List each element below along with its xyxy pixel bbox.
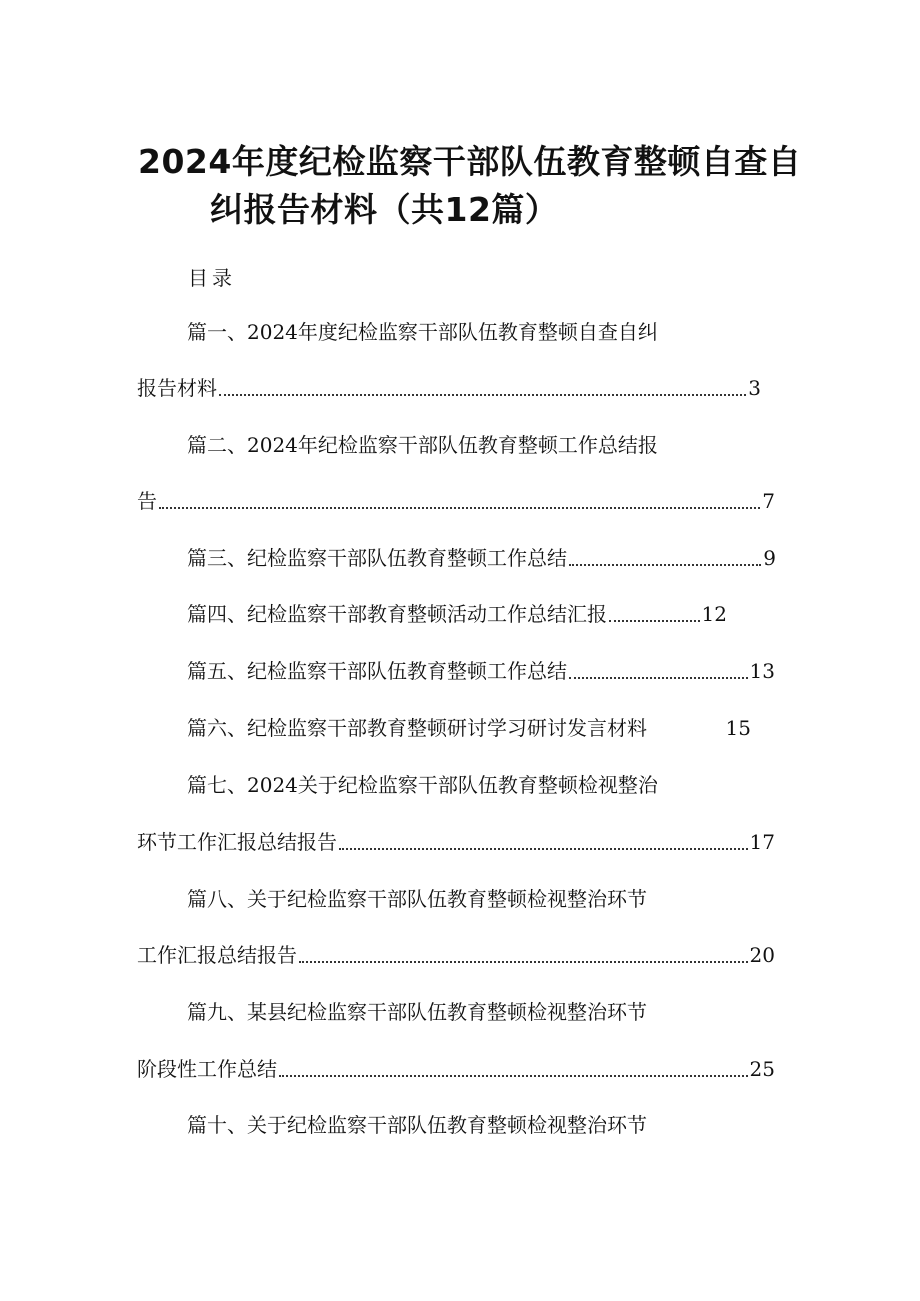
toc-page-number: 12 bbox=[701, 602, 727, 626]
toc-entry-6[interactable] bbox=[187, 714, 751, 742]
toc-entry-text: 篇五、纪检监察干部队伍教育整顿工作总结 bbox=[187, 659, 567, 683]
dot-leader bbox=[339, 848, 748, 850]
toc-entry-7-continuation[interactable] bbox=[137, 828, 775, 856]
toc-entry-9-title[interactable]: 篇九、某县纪检监察干部队伍教育整顿检视整治环节 bbox=[187, 1000, 647, 1024]
dot-leader bbox=[159, 507, 760, 509]
dot-leader bbox=[219, 394, 746, 396]
toc-entry-8-continuation[interactable] bbox=[137, 941, 775, 969]
toc-page-number: 3 bbox=[748, 376, 761, 400]
dot-leader bbox=[569, 677, 748, 679]
toc-entry-2-continuation[interactable] bbox=[137, 487, 775, 515]
toc-entry-3[interactable] bbox=[187, 544, 776, 572]
toc-entry-9-continuation[interactable] bbox=[137, 1055, 775, 1083]
dot-leader bbox=[609, 620, 700, 622]
toc-heading: 目录 bbox=[188, 266, 236, 290]
toc-entry-text: 环节工作汇报总结报告 bbox=[137, 830, 337, 854]
dot-leader bbox=[279, 1075, 748, 1077]
dot-leader bbox=[299, 961, 748, 963]
toc-page-number: 13 bbox=[749, 659, 775, 683]
toc-entry-5[interactable] bbox=[187, 657, 775, 685]
document-title-line-1: 2024年度纪检监察干部队伍教育整顿自查自 bbox=[138, 142, 802, 181]
toc-entry-4[interactable] bbox=[187, 600, 727, 628]
toc-entry-text: 报告材料 bbox=[137, 376, 217, 400]
dot-leader bbox=[649, 740, 724, 742]
toc-page-number: 17 bbox=[749, 830, 775, 854]
toc-page-number: 15 bbox=[725, 716, 751, 740]
toc-entry-text: 告 bbox=[137, 489, 157, 513]
toc-entry-2-title[interactable]: 篇二、2024年纪检监察干部队伍教育整顿工作总结报 bbox=[187, 433, 658, 457]
toc-entry-text: 篇四、纪检监察干部教育整顿活动工作总结汇报 bbox=[187, 602, 607, 626]
toc-entry-7-title[interactable]: 篇七、2024关于纪检监察干部队伍教育整顿检视整治 bbox=[187, 773, 658, 797]
toc-page-number: 25 bbox=[749, 1057, 775, 1081]
document-title-line-2: 纠报告材料（共12篇） bbox=[210, 190, 559, 229]
toc-page-number: 7 bbox=[762, 489, 775, 513]
toc-page-number: 9 bbox=[763, 546, 776, 570]
toc-entry-1-title[interactable]: 篇一、2024年度纪检监察干部队伍教育整顿自查自纠 bbox=[187, 320, 658, 344]
toc-entry-8-title[interactable]: 篇八、关于纪检监察干部队伍教育整顿检视整治环节 bbox=[187, 887, 647, 911]
toc-page-number: 20 bbox=[749, 943, 775, 967]
toc-entry-10-title[interactable]: 篇十、关于纪检监察干部队伍教育整顿检视整治环节 bbox=[187, 1113, 647, 1137]
toc-entry-text: 阶段性工作总结 bbox=[137, 1057, 277, 1081]
toc-entry-text: 篇三、纪检监察干部队伍教育整顿工作总结 bbox=[187, 546, 567, 570]
toc-entry-1-continuation[interactable] bbox=[137, 374, 761, 402]
toc-entry-text: 篇六、纪检监察干部教育整顿研讨学习研讨发言材料 bbox=[187, 716, 647, 740]
dot-leader bbox=[569, 564, 761, 566]
toc-entry-text: 工作汇报总结报告 bbox=[137, 943, 297, 967]
